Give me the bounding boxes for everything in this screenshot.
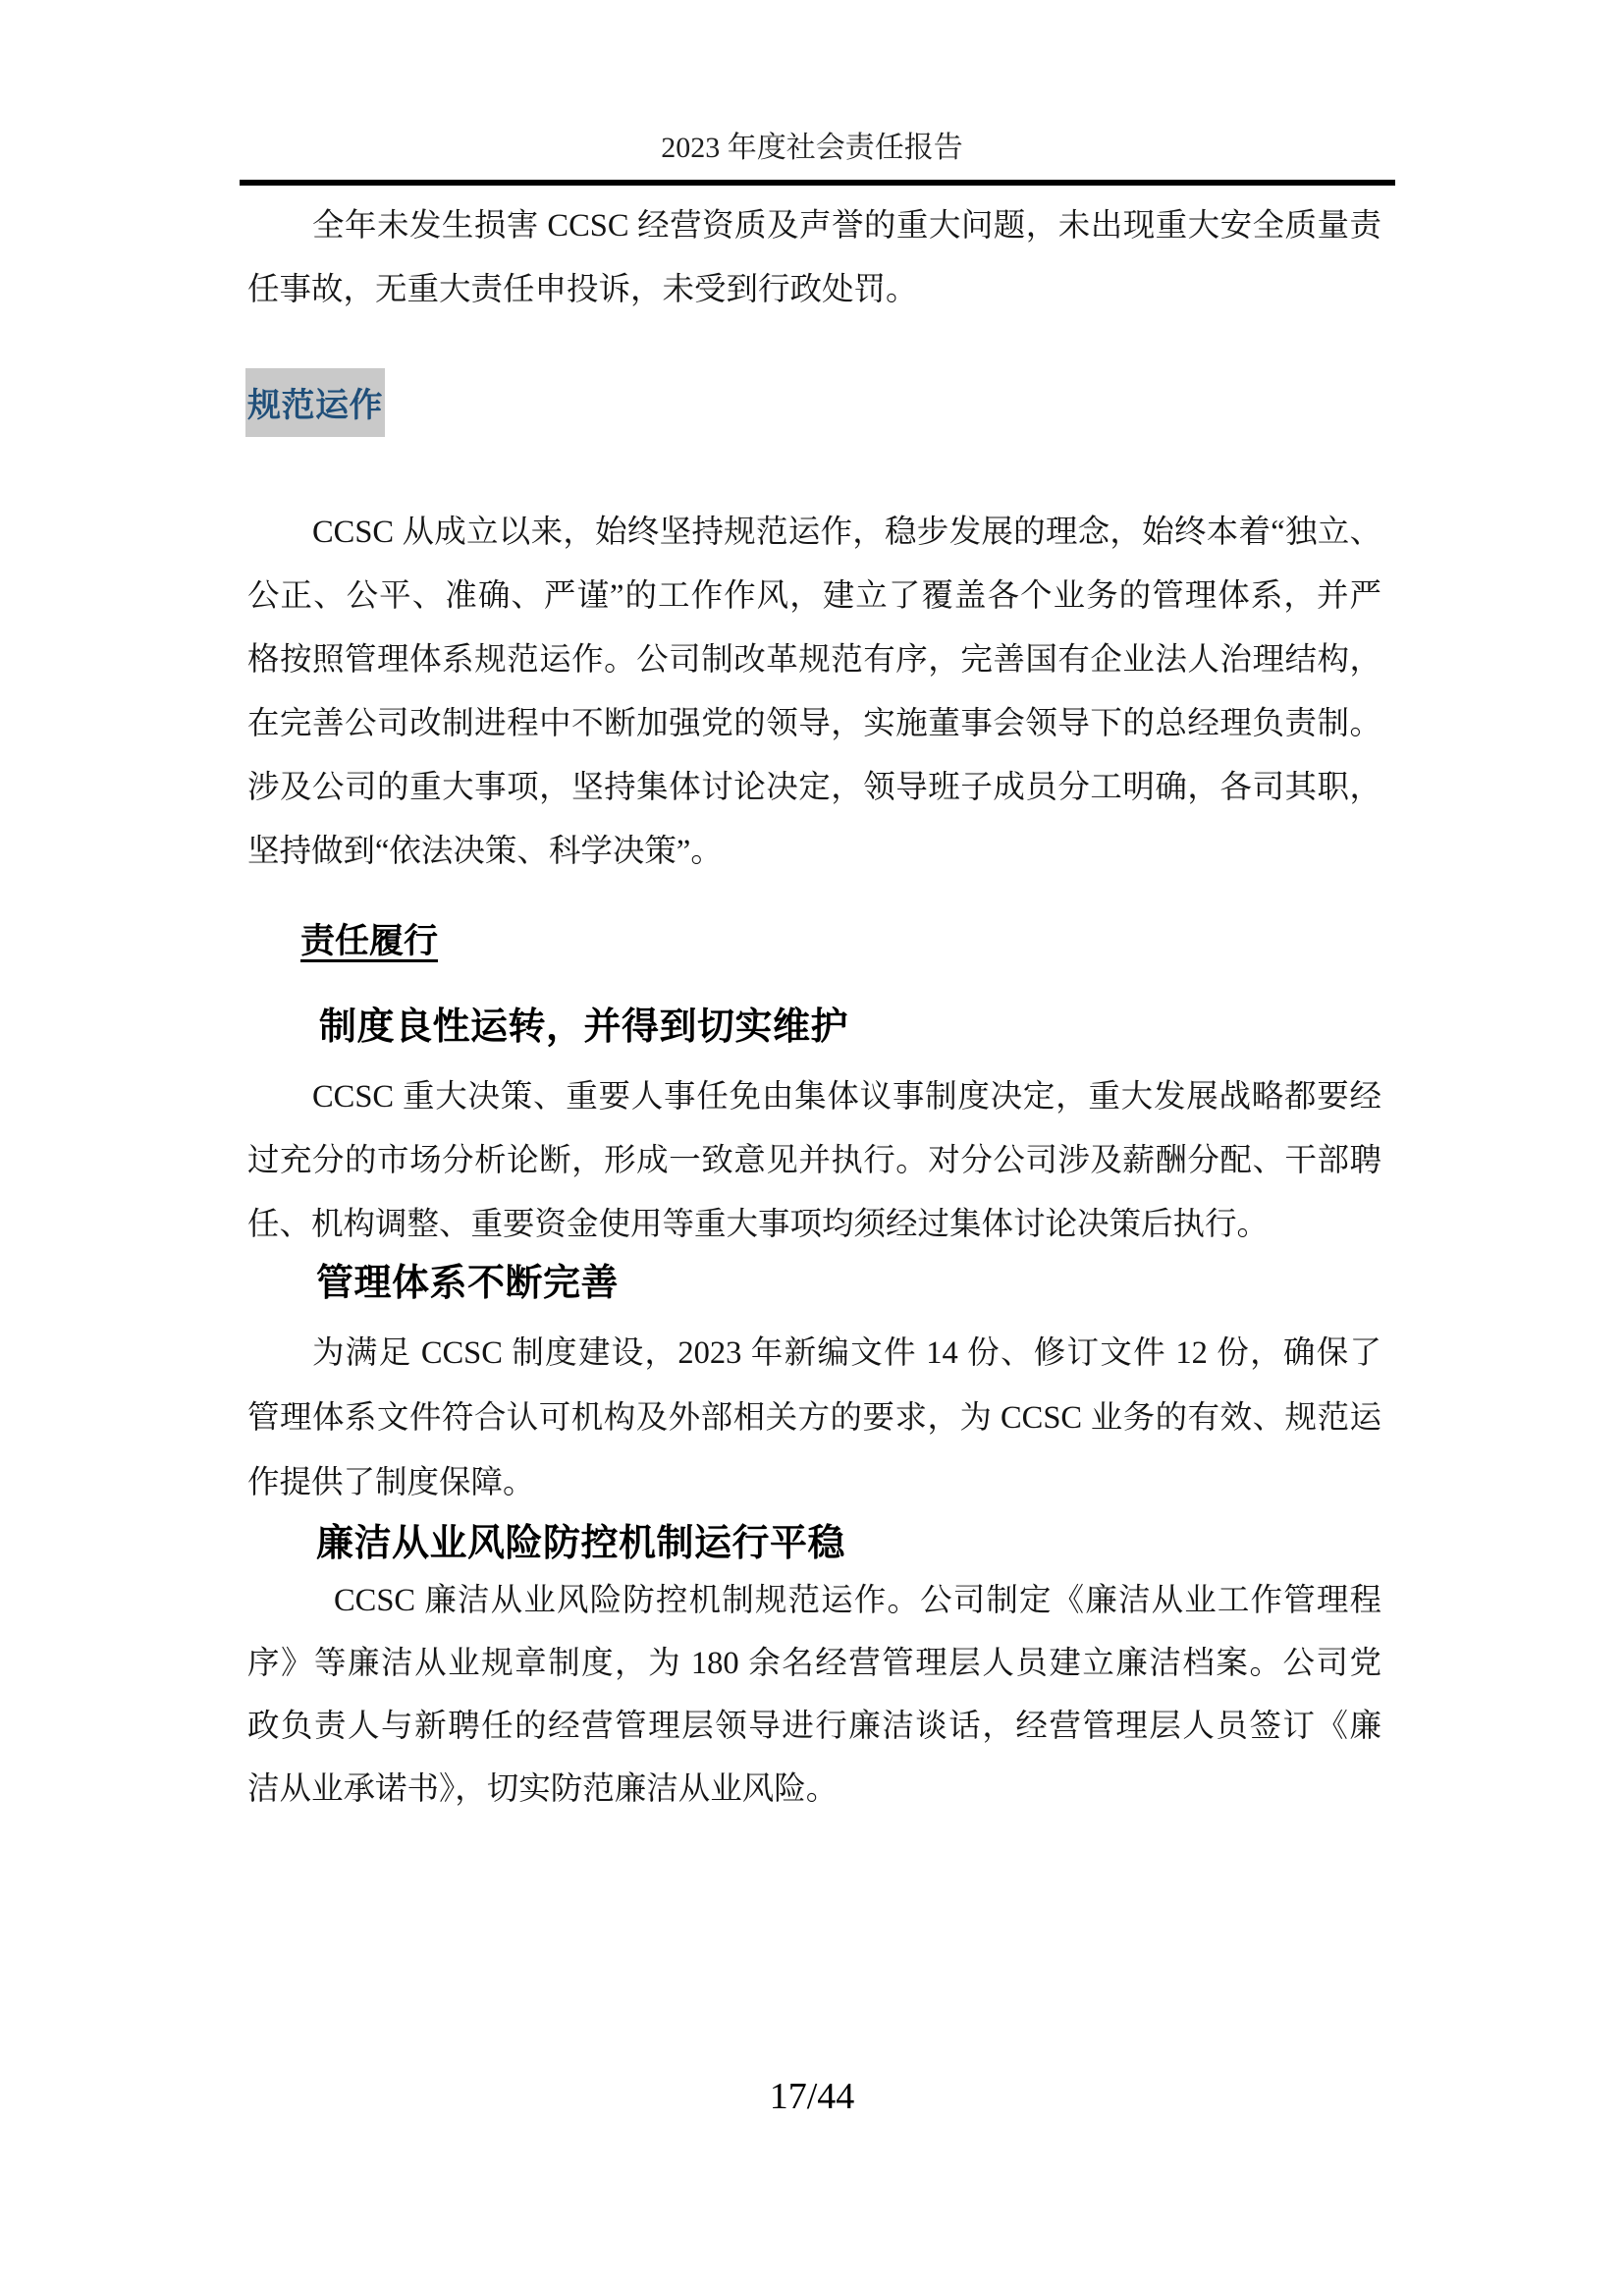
paragraph-intro [247, 194, 1381, 322]
paragraph-management-system [247, 1321, 1381, 1515]
text-line: CCSC 从成立以来，始终坚持规范运作，稳步发展的理念，始终本着“独立、 [312, 515, 1381, 550]
heading-duty-performance: 责任履行 [300, 922, 439, 960]
paragraph-overview [247, 501, 1381, 884]
text-line: 任、机构调整、重要资金使用等重大事项均须经过集体讨论决策后执行。 [247, 1207, 1270, 1242]
text-line: 格按照管理体系规范运作。公司制改革规范有序，完善国有企业法人治理结构， [247, 642, 1381, 678]
text-line: 公正、公平、准确、严谨”的工作作风，建立了覆盖各个业务的管理体系，并严 [247, 578, 1381, 614]
heading-institution-operation: 制度良性运转，并得到切实维护 [319, 1006, 849, 1048]
text-line: CCSC 廉洁从业风险防控机制规范运作。公司制定《廉洁从业工作管理程 [334, 1583, 1381, 1618]
text-line: 过充分的市场分析论断，形成一致意见并执行。对分公司涉及薪酬分配、干部聘 [247, 1143, 1381, 1178]
heading-integrity-risk: 廉洁从业风险防控机制运行平稳 [316, 1523, 846, 1564]
text-line: 任事故，无重大责任申投诉，未受到行政处罚。 [247, 272, 918, 307]
page-header-title: 2023 年度社会责任报告 [661, 132, 963, 164]
text-line: 洁从业承诺书》，切实防范廉洁从业风险。 [247, 1771, 839, 1807]
text-line: 坚持做到“依法决策、科学决策”。 [247, 834, 723, 869]
header-rule [240, 180, 1395, 186]
text-line: 序》等廉洁从业规章制度，为 180 余名经营管理层人员建立廉洁档案。公司党 [247, 1646, 1381, 1681]
text-line: 涉及公司的重大事项，坚持集体讨论决定，领导班子成员分工明确，各司其职， [247, 770, 1381, 805]
text-line: 在完善公司改制进程中不断加强党的领导，实施董事会领导下的总经理负责制。 [247, 706, 1381, 741]
text-line: 全年未发生损害 CCSC 经营资质及声誉的重大问题，未出现重大安全质量责 [312, 208, 1381, 244]
section-heading-standard-operation: 规范运作 [245, 368, 385, 437]
text-line: 管理体系文件符合认可机构及外部相关方的要求，为 CCSC 业务的有效、规范运 [247, 1400, 1381, 1436]
text-line: 为满足 CCSC 制度建设，2023 年新编文件 14 份、修订文件 12 份，确保了 [312, 1335, 1381, 1371]
heading-management-system: 管理体系不断完善 [316, 1263, 620, 1304]
paragraph-institution [247, 1065, 1381, 1257]
text-line: 政负责人与新聘任的经营管理层领导进行廉洁谈话，经营管理层人员签订《廉 [247, 1709, 1381, 1744]
page-number: 17/44 [769, 2076, 855, 2117]
paragraph-integrity [247, 1569, 1381, 1821]
text-line: 作提供了制度保障。 [247, 1465, 535, 1500]
text-line: CCSC 重大决策、重要人事任免由集体议事制度决定，重大发展战略都要经 [312, 1079, 1381, 1115]
